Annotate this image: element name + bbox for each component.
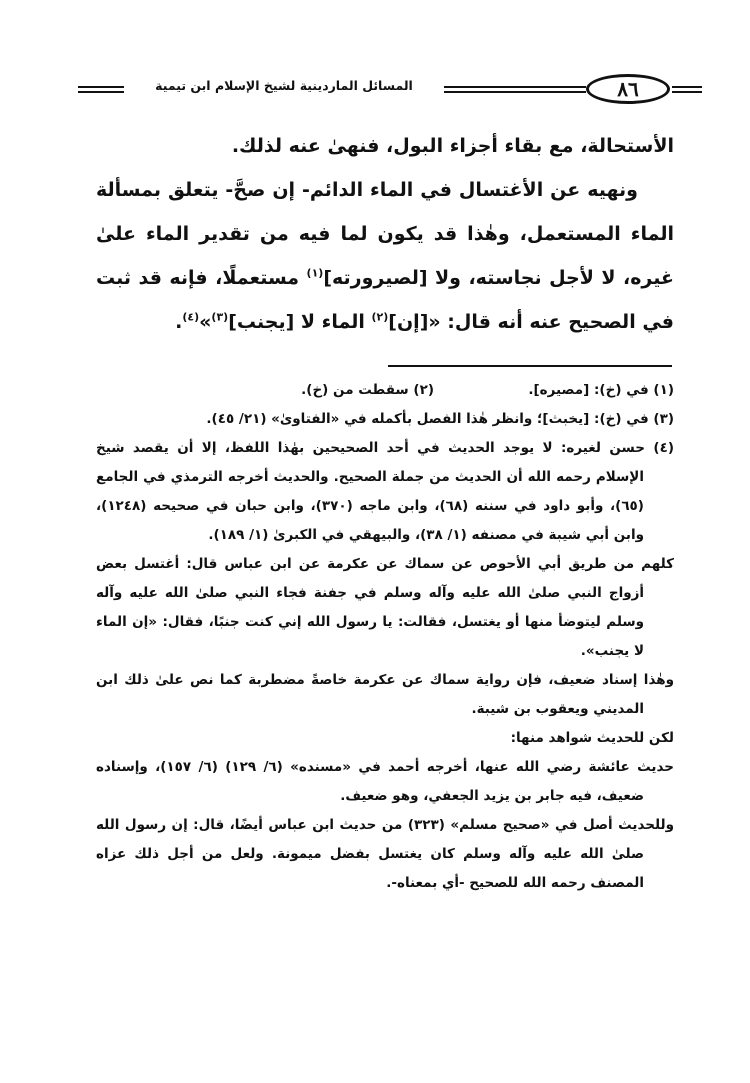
page-number: ٨٦ — [586, 74, 670, 104]
footnote-4-continuation: وللحديث أصل في «صحيح مسلم» (٣٢٣) من حديث ابن عباس أيضًا، قال: إن رسول الله صلىٰ الله عليه وآله وسلم كان يغتسل بفضل ميمونة. ولعل من أجل ذلك عزاه المصنف رحمه الله للصحيح -أي بمعناه-. — [96, 817, 674, 891]
footnote-marker: (٤) — [182, 310, 200, 324]
footnote-4-continuation: لكن للحديث شواهد منها: — [510, 730, 674, 746]
text-run: . — [175, 311, 183, 333]
text-run: » — [199, 311, 212, 333]
footnote-4-continuation: وهٰذا إسناد ضعيف، فإن رواية سماك عن عكرمة خاصةً مضطربة كما نص علىٰ ذلك ابن المديني ويعقوب بن شيبة. — [96, 672, 674, 717]
footnotes — [96, 376, 674, 898]
header-rule-middle — [444, 86, 586, 88]
text-run: ونهيه عن الأغتسال في الماء الدائم- إن صحَّ- يتعلق بمسألة الماء المستعمل، وهٰذا قد يكون لما فيه من تقدير الماء علىٰ غيره، لا لأجل نجاسته، ولا [لصيرورته] — [96, 179, 674, 289]
footnote-4-continuation: كلهم من طريق أبي الأحوص عن سماك عن عكرمة عن ابن عباس قال: أغتسل بعض أزواج النبي صلىٰ الله عليه وآله وسلم في جفنة فجاء النبي صلىٰ الله عليه وآله وسلم ليتوضأ منها أو يغتسل، فقالت: يا رسول الله إني كنت جنبًا، فقال: «إن الماء لا يجنب». — [96, 556, 674, 659]
page-header — [78, 68, 678, 110]
footnote-separator — [388, 365, 672, 367]
footnote-4: (٤) حسن لغيره: لا يوجد الحديث في أحد الصحيحين بهٰذا اللفظ، إلا أن يقصد شيخ الإسلام رحمه الله أن الحديث من جملة الصحيح. والحديث أخرجه الترمذي في الجامع (٦٥)، وأبو داود في سننه (٦٨)، وابن ماجه (٣٧٠)، وابن حبان في صحيحه (١٢٤٨)، وابن أبي شيبة في مصنفه (١/ ٣٨)، والبيهقي في الكبرىٰ (١/ ١٨٩). — [96, 440, 674, 543]
footnote-marker: (٣) — [211, 310, 229, 324]
paragraph: الأستحالة، مع بقاء أجزاء البول، فنهىٰ عنه لذلك. — [231, 135, 674, 157]
main-text — [96, 124, 674, 344]
footnote-marker: (١) — [306, 266, 324, 280]
header-rule-middle — [444, 91, 586, 93]
text-run: الماء لا [يجنب] — [228, 311, 372, 333]
running-title: المسائل الماردينية لشيخ الإسلام ابن تيمية — [155, 78, 413, 93]
footnote-4-continuation: حديث عائشة رضي الله عنها، أخرجه أحمد في «مسنده» (٦/ ١٢٩) (٦/ ١٥٧)، وإسناده ضعيف، فيه جابر بن يزيد الجعفي، وهو ضعيف. — [96, 759, 674, 804]
footnote-2: (٢) سقطت من (خ). — [301, 382, 434, 398]
text-run: مستعملًا، فإنه قد ثبت في الصحيح عنه أنه قال: «[إن] — [96, 267, 674, 333]
header-rule-left — [78, 91, 124, 93]
header-rule-right — [672, 91, 702, 93]
footnote-1: (١) في (خ): [مصيره]. — [528, 382, 674, 398]
header-rule-left — [78, 86, 124, 88]
paragraph — [96, 168, 674, 344]
footnote-row — [96, 376, 674, 405]
footnote-3: (٣) في (خ): [يخبث]؛ وانظر هٰذا الفصل بأكمله في «الفتاوىٰ» (٢١/ ٤٥). — [206, 411, 674, 427]
footnote-marker: (٢) — [371, 310, 389, 324]
header-rule-right — [672, 86, 702, 88]
